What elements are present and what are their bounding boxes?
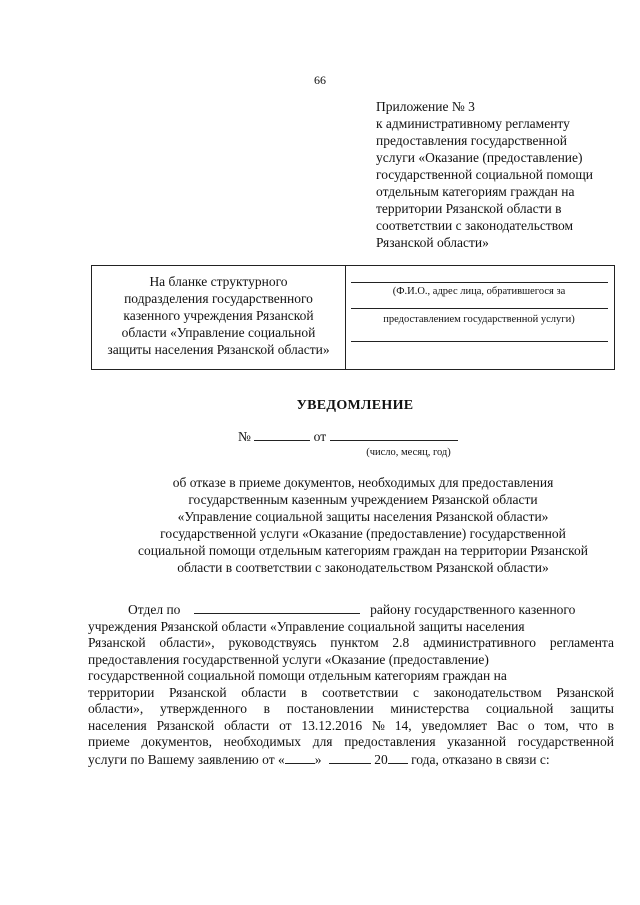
body-line [88,751,614,769]
header-table [91,265,615,370]
appendix-line: соответствии с законодательством [376,218,574,233]
letterhead-line: защиты населения Рязанской области» [107,342,330,357]
appendix-line: Рязанской области» [376,235,489,250]
addressee-caption-1: (Ф.И.О., адрес лица, обратившегося за [392,286,566,297]
appendix-line: государственной социальной помощи [376,167,593,182]
number-field[interactable] [254,428,310,441]
body-line [88,601,614,619]
body-line: учреждения Рязанской области «Управление социальной защиты населения [88,618,525,634]
date-field[interactable] [330,428,458,441]
addressee-line-3[interactable] [351,341,608,342]
district-field[interactable] [194,601,360,614]
number-date-line [238,428,458,445]
letterhead-line: подразделения государственного [124,291,313,306]
body-text-fragment: 20 [374,751,388,767]
body-line: приеме документов, необходимых для предоставления указанной государственной [88,734,614,749]
month-field[interactable] [329,751,371,764]
body-line: территории Рязанской области в соответствии с законодательством Рязанской [88,684,614,700]
body-line: Рязанской области», руководствуясь пунктом 2.8 административного регламента [88,635,614,650]
letterhead-line: казенного учреждения Рязанской [123,308,314,323]
day-field[interactable] [285,751,315,764]
body-line: предоставления государственной услуги «Оказание (предоставление) [88,651,489,667]
letterhead-line: области «Управление социальной [121,325,316,340]
addressee-line-2[interactable] [351,308,608,309]
subject-line: социальной помощи отдельным категориям граждан на территории Рязанской [138,543,588,558]
body-line: населения Рязанской области от 13.12.2016 № 14, уведомляет Вас о том, что в [88,717,614,733]
body-line: государственной социальной помощи отдельным категориям граждан на [88,668,507,683]
body-line: области», утвержденного в постановлении министерства социальной защиты [88,701,614,716]
body-text-fragment: года, отказано в связи с: [411,751,550,767]
subject-line: государственной услуги «Оказание (предоставление) государственной [160,526,566,541]
subject-line: государственным казенным учреждением Рязанской области [188,492,538,507]
body-text-fragment: » [314,751,322,767]
subject-line: об отказе в приеме документов, необходимых для предоставления [172,475,554,490]
addressee-caption-2: предоставлением государственной услуги) [383,314,575,325]
subject-line: «Управление социальной защиты населения Рязанской области» [177,509,549,524]
addressee-line-1[interactable] [351,282,608,283]
page-number: 66 [314,73,326,87]
appendix-line: отдельным категориям граждан на [376,184,575,199]
appendix-header [376,98,616,251]
appendix-line: услуги «Оказание (предоставление) [376,150,583,165]
body-text-fragment: району государственного казенного [370,602,576,617]
from-label: от [313,429,327,444]
appendix-line: Приложение № 3 [376,99,475,114]
year-field[interactable] [388,751,408,764]
body-text [88,601,614,768]
subject-line: области в соответствии с законодательством Рязанской области» [177,560,549,575]
body-text-fragment: услуги по Вашему заявлению от « [88,751,285,767]
appendix-line: предоставления государственной [376,133,567,148]
subject-block [80,474,640,576]
letterhead-cell [92,266,346,369]
body-text-fragment: Отдел по [128,602,181,617]
number-sign: № [238,429,251,444]
date-caption: (число, месяц, год) [366,447,451,458]
document-title: УВЕДОМЛЕНИЕ [296,398,414,413]
appendix-line: территории Рязанской области в [376,201,562,216]
appendix-line: к административному регламенту [376,116,570,131]
letterhead-line: На бланке структурного [149,274,288,289]
